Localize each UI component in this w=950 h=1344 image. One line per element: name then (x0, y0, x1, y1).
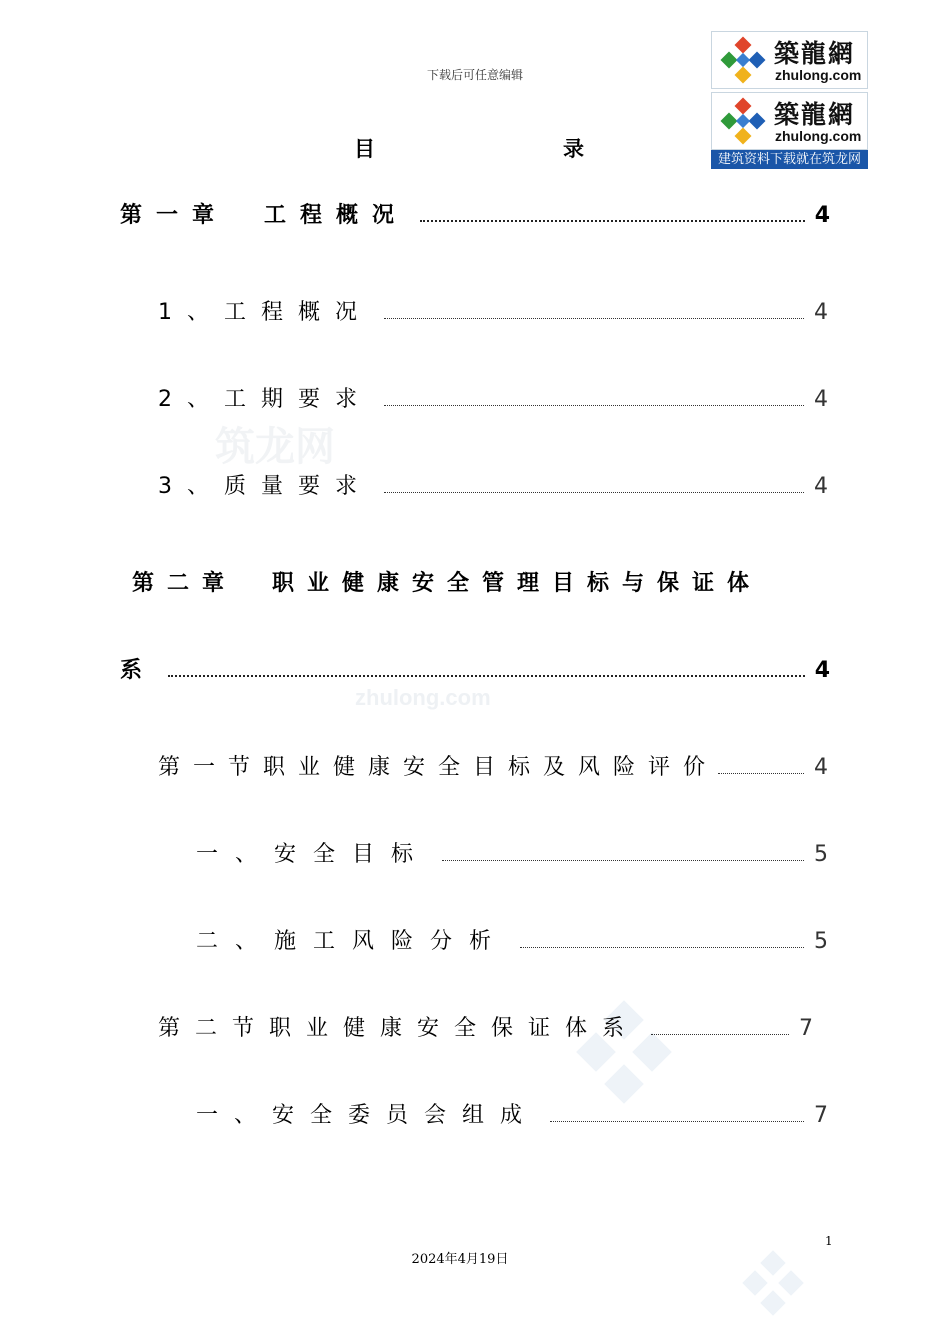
logo-chinese-text: 築龍網 (774, 100, 856, 129)
toc-entry-label: 2、工期要求 (158, 387, 372, 412)
toc-entry-1-3[interactable] (158, 469, 828, 500)
toc-entry-page: 5 (814, 929, 828, 954)
toc-entry-label: 第一节职业健康安全目标及风险评价 (158, 755, 719, 780)
toc-leader-dots (651, 1033, 789, 1035)
toc-entry-2-1[interactable] (158, 750, 828, 781)
zhulong-logo-2 (711, 92, 868, 150)
toc-title-right: 录 (563, 137, 584, 161)
toc-entry-2-2-1[interactable] (196, 1098, 828, 1129)
page-number: 1 (825, 1234, 833, 1248)
toc-entry-label: 系 (120, 658, 157, 683)
toc-entry-chapter-2[interactable] (132, 566, 822, 597)
toc-entry-page: 4 (814, 755, 828, 780)
toc-entry-label: 第一章 工程概况 (120, 203, 409, 228)
toc-entry-label: 一、安全目标 (196, 842, 431, 867)
toc-entry-chapter-1[interactable] (120, 198, 830, 229)
toc-leader-dots (550, 1120, 804, 1122)
toc-leader-dots (168, 674, 805, 677)
toc-leader-dots (442, 859, 804, 861)
toc-entry-label: 一、安全委员会组成 (196, 1103, 539, 1128)
toc-title-left: 目 (354, 137, 375, 161)
toc-entry-label: 3、质量要求 (158, 474, 372, 499)
toc-entry-1-1[interactable] (158, 295, 828, 326)
toc-entry-page: 4 (814, 300, 828, 325)
logo-english-text: zhulong.com (775, 128, 862, 144)
toc-entry-label: 第二章 职业健康安全管理目标与保证体 (132, 571, 763, 596)
toc-entry-chapter-2-cont[interactable] (120, 653, 830, 684)
flower-logo-icon (715, 36, 771, 86)
toc-entry-page: 7 (799, 1016, 813, 1041)
header-note: 下载后可任意编辑 (426, 68, 523, 82)
toc-entry-page: 4 (814, 203, 830, 228)
toc-entry-page: 7 (814, 1103, 828, 1128)
flower-logo-icon (715, 97, 771, 147)
toc-leader-dots (520, 946, 804, 948)
logo-chinese-text: 築龍網 (774, 39, 856, 68)
toc-entry-2-1-1[interactable] (196, 837, 828, 868)
toc-leader-dots (420, 219, 805, 222)
toc-entry-1-2[interactable] (158, 382, 828, 413)
logo-banner: 建筑资料下载就在筑龙网 (711, 150, 868, 169)
toc-entry-2-2[interactable] (158, 1011, 813, 1042)
toc-entry-page: 4 (814, 658, 830, 683)
logo-english-text: zhulong.com (775, 67, 862, 83)
watermark: 筑龙网 (215, 423, 335, 470)
toc-leader-dots (384, 404, 804, 406)
toc-entry-label: 1、工程概况 (158, 300, 372, 325)
toc-entry-2-1-2[interactable] (196, 924, 828, 955)
zhulong-logo (711, 31, 868, 89)
toc-entry-page: 4 (814, 474, 828, 499)
footer-date: 2024年4月19日 (411, 1252, 509, 1267)
toc-entry-page: 5 (814, 842, 828, 867)
toc-entry-label: 第二节职业健康安全保证体系 (158, 1016, 640, 1041)
toc-entry-label: 二、施工风险分析 (196, 929, 509, 954)
toc-leader-dots (718, 772, 804, 774)
watermark: zhulong.com (355, 685, 491, 710)
toc-leader-dots (384, 491, 804, 493)
toc-entry-page: 4 (814, 387, 828, 412)
toc-leader-dots (384, 317, 804, 319)
